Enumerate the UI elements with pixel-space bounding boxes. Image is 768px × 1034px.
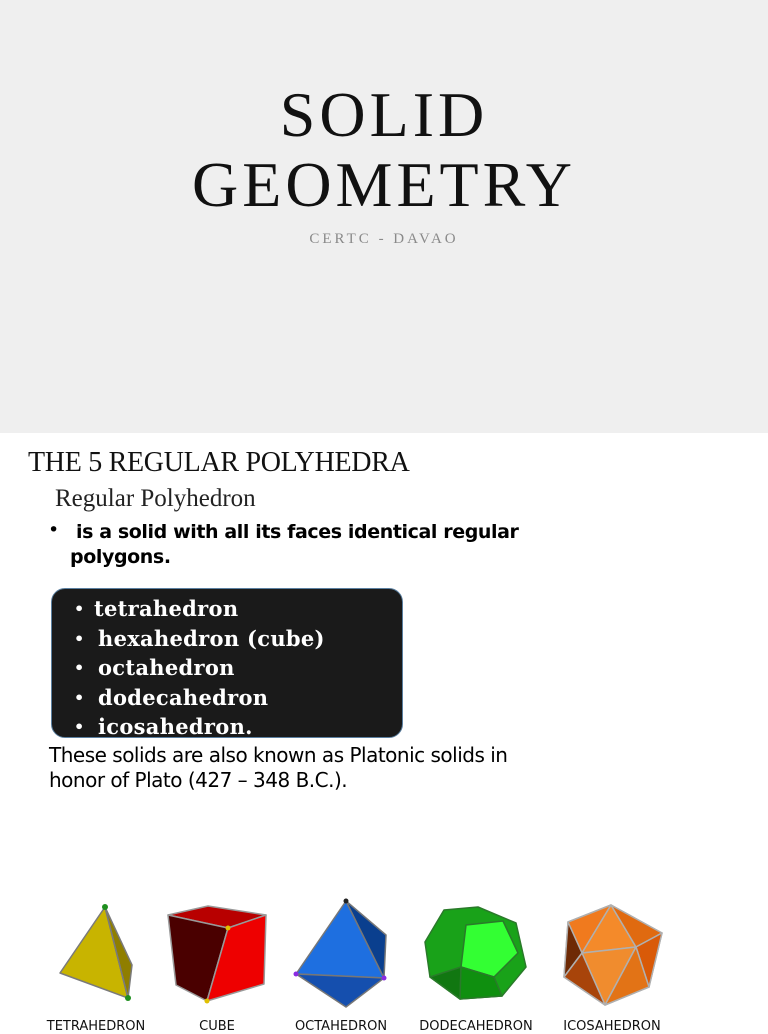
list-item-label: octahedron — [98, 655, 235, 680]
list-item-label: icosahedron. — [98, 714, 253, 739]
title-slide — [0, 0, 768, 433]
solids-svg — [0, 895, 768, 1024]
solid-label: OCTAHEDRON — [294, 1019, 388, 1034]
bullet-icon: • — [74, 599, 85, 618]
solid-label: CUBE — [199, 1019, 235, 1034]
slide-subheading: Regular Polyhedron — [55, 485, 256, 512]
polyhedra-list-box — [51, 588, 403, 738]
polyhedra-slide — [0, 433, 768, 1034]
dodecahedron-icon — [425, 907, 526, 999]
list-item-label: tetrahedron — [94, 596, 239, 621]
list-item — [74, 653, 325, 683]
bullet-icon: • — [74, 717, 85, 736]
icosahedron-icon — [564, 905, 662, 1005]
list-item — [74, 712, 325, 742]
polyhedra-list — [74, 594, 325, 742]
list-item — [74, 624, 325, 654]
solid-label: ICOSAHEDRON — [563, 1019, 661, 1034]
slide-heading: THE 5 REGULAR POLYHEDRA — [28, 447, 410, 478]
paragraph-line-1: These solids are also known as Platonic solids in — [49, 743, 508, 767]
bullet-icon: • — [74, 628, 85, 648]
list-item — [74, 683, 325, 713]
definition-line-2: polygons. — [70, 546, 171, 568]
list-item-label: hexahedron (cube) — [98, 625, 325, 651]
slide-title — [0, 80, 768, 220]
title-line-1: SOLID — [279, 79, 489, 150]
solid-label: DODECAHEDRON — [419, 1019, 533, 1034]
solid-label: TETRAHEDRON — [46, 1019, 146, 1034]
list-item — [74, 594, 325, 624]
tetrahedron-icon — [60, 904, 132, 1001]
list-item-label: dodecahedron — [98, 684, 269, 710]
definition-line-1: is a solid with all its faces identical regular — [76, 521, 519, 543]
bullet-icon: • — [74, 658, 85, 677]
title-line-2: GEOMETRY — [192, 149, 576, 220]
bullet-icon: • — [74, 687, 85, 707]
platonic-paragraph — [49, 743, 609, 793]
paragraph-line-2: honor of Plato (427 – 348 B.C.). — [49, 768, 348, 792]
bullet-icon: • — [48, 519, 60, 541]
slide-subtitle: CERTC - DAVAO — [309, 231, 459, 247]
solids-illustration — [0, 895, 768, 1034]
cube-icon — [168, 906, 266, 1004]
octahedron-icon — [294, 899, 387, 1008]
